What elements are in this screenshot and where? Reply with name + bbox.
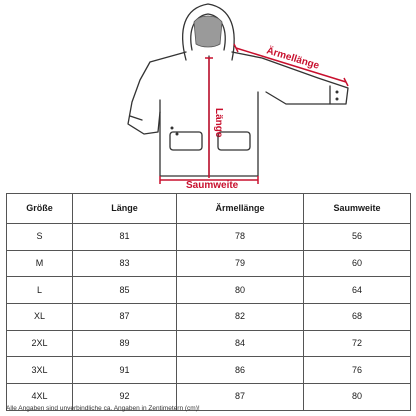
table-row (7, 250, 411, 277)
cell-sleeve-length: 87 (177, 384, 304, 411)
jacket-diagram (0, 0, 416, 190)
cell-size: 2XL (7, 330, 73, 357)
sleeve-label: Ärmellänge (265, 45, 321, 72)
cell-hem-width: 56 (304, 224, 411, 251)
table-row (7, 357, 411, 384)
cell-sleeve-length: 86 (177, 357, 304, 384)
cuff-buttons (171, 91, 339, 136)
cell-sleeve-length: 80 (177, 277, 304, 304)
cell-hem-width: 76 (304, 357, 411, 384)
cell-sleeve-length: 79 (177, 250, 304, 277)
cell-size: S (7, 224, 73, 251)
cell-size: 4XL (7, 384, 73, 411)
cell-sleeve-length: 78 (177, 224, 304, 251)
cell-size: 3XL (7, 357, 73, 384)
cell-length: 83 (73, 250, 177, 277)
cell-size: XL (7, 304, 73, 331)
cell-size: L (7, 277, 73, 304)
cell-hem-width: 72 (304, 330, 411, 357)
cell-hem-width: 60 (304, 250, 411, 277)
jacket-outline (128, 4, 348, 176)
length-measure-line (205, 58, 213, 178)
header-length: Länge (73, 194, 177, 224)
length-label: Länge (213, 108, 224, 138)
table-row (7, 277, 411, 304)
cell-length: 89 (73, 330, 177, 357)
cell-hem-width: 68 (304, 304, 411, 331)
size-table (6, 193, 411, 411)
sleeve-measure-line (234, 44, 348, 86)
hem-label: Saumweite (186, 180, 239, 190)
cell-length: 92 (73, 384, 177, 411)
table-row (7, 330, 411, 357)
table-row (7, 304, 411, 331)
cell-hem-width: 80 (304, 384, 411, 411)
table-row (7, 224, 411, 251)
cell-sleeve-length: 84 (177, 330, 304, 357)
header-sleeve-length: Ärmellänge (177, 194, 304, 224)
table-header-row (7, 194, 411, 224)
header-size: Größe (7, 194, 73, 224)
cell-length: 87 (73, 304, 177, 331)
cell-hem-width: 64 (304, 277, 411, 304)
hood-lining (194, 16, 222, 47)
cell-size: M (7, 250, 73, 277)
footnote: Alle Angaben sind unverbindliche ca. Angaben in Zentimetern (cm)! (6, 405, 200, 412)
cell-length: 81 (73, 224, 177, 251)
cell-sleeve-length: 82 (177, 304, 304, 331)
cell-length: 91 (73, 357, 177, 384)
cell-length: 85 (73, 277, 177, 304)
header-hem-width: Saumweite (304, 194, 411, 224)
